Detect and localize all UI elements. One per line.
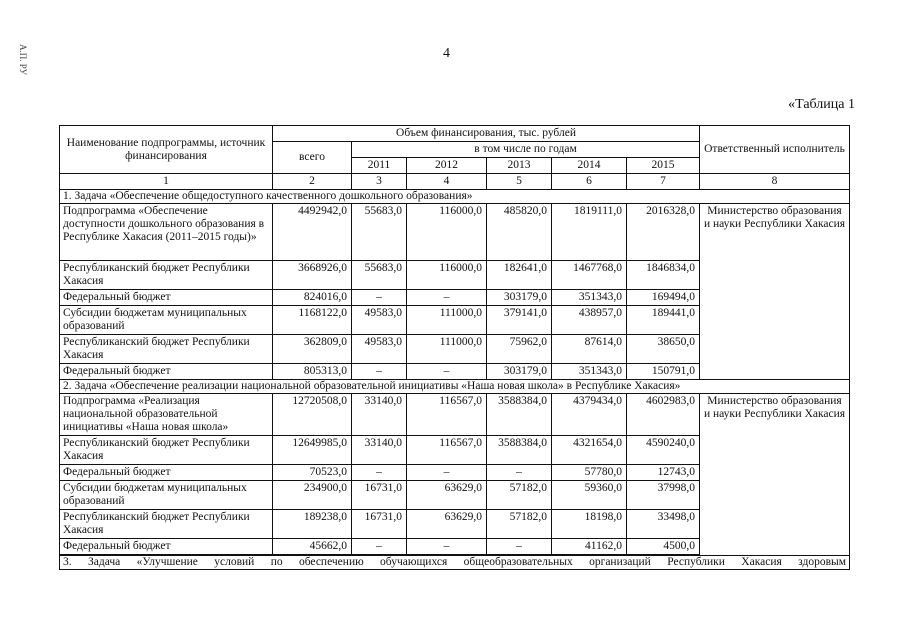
- cell-2015: 12743,0: [627, 465, 700, 481]
- header-volume: Объем финансирования, тыс. рублей: [273, 126, 700, 142]
- col-number: 6: [552, 174, 627, 190]
- cell-2013: 3588384,0: [487, 436, 552, 465]
- cell-2015: 4602983,0: [627, 394, 700, 436]
- cell-2015: 33498,0: [627, 510, 700, 539]
- cell-total: 362809,0: [273, 335, 352, 364]
- row-name: Субсидии бюджетам муниципальных образований: [60, 481, 273, 510]
- cell-2012: 63629,0: [407, 510, 487, 539]
- cell-2011: 49583,0: [352, 306, 407, 335]
- cell-2014: 1819111,0: [552, 204, 627, 261]
- task-heading: 1. Задача «Обеспечение общедоступного качественного дошкольного образования»: [60, 190, 850, 204]
- cell-2011: –: [352, 539, 407, 556]
- table-caption: «Таблица 1: [788, 97, 855, 112]
- cell-2012: –: [407, 539, 487, 556]
- cell-2013: 303179,0: [487, 364, 552, 380]
- cell-2015: 2016328,0: [627, 204, 700, 261]
- cell-total: 1168122,0: [273, 306, 352, 335]
- row-name: Республиканский бюджет Республики Хакасия: [60, 335, 273, 364]
- cell-2014: 4379434,0: [552, 394, 627, 436]
- header-year-2012: 2012: [407, 158, 487, 174]
- cell-2014: 351343,0: [552, 290, 627, 306]
- cell-2011: 49583,0: [352, 335, 407, 364]
- cell-2014: 18198,0: [552, 510, 627, 539]
- cell-2014: 1467768,0: [552, 261, 627, 290]
- cell-2012: 116567,0: [407, 436, 487, 465]
- row-name: Республиканский бюджет Республики Хакасия: [60, 436, 273, 465]
- cell-2012: 116567,0: [407, 394, 487, 436]
- cell-2013: 3588384,0: [487, 394, 552, 436]
- row-name: Республиканский бюджет Республики Хакасия: [60, 261, 273, 290]
- cell-2013: 57182,0: [487, 510, 552, 539]
- cell-total: 234900,0: [273, 481, 352, 510]
- cell-2012: –: [407, 465, 487, 481]
- col-number: 7: [627, 174, 700, 190]
- cell-2014: 87614,0: [552, 335, 627, 364]
- cell-2014: 59360,0: [552, 481, 627, 510]
- row-name: Федеральный бюджет: [60, 364, 273, 380]
- cell-2013: 75962,0: [487, 335, 552, 364]
- cell-2012: 111000,0: [407, 306, 487, 335]
- col-number: 2: [273, 174, 352, 190]
- cell-2011: 55683,0: [352, 204, 407, 261]
- cell-2013: 485820,0: [487, 204, 552, 261]
- responsible-cell: Министерство образования и науки Республики Хакасия: [700, 394, 850, 556]
- cell-2014: 41162,0: [552, 539, 627, 556]
- cell-2011: 33140,0: [352, 394, 407, 436]
- cell-2013: 182641,0: [487, 261, 552, 290]
- cell-2011: 16731,0: [352, 481, 407, 510]
- cell-2014: 351343,0: [552, 364, 627, 380]
- financing-table: [59, 125, 850, 570]
- cell-2012: –: [407, 364, 487, 380]
- cell-2013: –: [487, 539, 552, 556]
- col-number: 1: [60, 174, 273, 190]
- cell-total: 824016,0: [273, 290, 352, 306]
- cell-2015: 4590240,0: [627, 436, 700, 465]
- task-heading: 2. Задача «Обеспечение реализации национальной образовательной инициативы «Наша новая школа» в Республике Хакасия»: [60, 380, 850, 394]
- header-responsible: Ответственный исполнитель: [700, 126, 850, 174]
- col-number: 8: [700, 174, 850, 190]
- cell-2015: 169494,0: [627, 290, 700, 306]
- cell-2015: 37998,0: [627, 481, 700, 510]
- cell-2013: –: [487, 465, 552, 481]
- header-by-year: в том числе по годам: [352, 142, 700, 158]
- cell-2013: 303179,0: [487, 290, 552, 306]
- cell-total: 805313,0: [273, 364, 352, 380]
- cell-2014: 57780,0: [552, 465, 627, 481]
- cell-2011: 16731,0: [352, 510, 407, 539]
- col-number: 4: [407, 174, 487, 190]
- cell-total: 12720508,0: [273, 394, 352, 436]
- cell-2015: 4500,0: [627, 539, 700, 556]
- cell-2013: 379141,0: [487, 306, 552, 335]
- cell-2015: 1846834,0: [627, 261, 700, 290]
- header-year-2011: 2011: [352, 158, 407, 174]
- header-year-2014: 2014: [552, 158, 627, 174]
- cell-2013: 57182,0: [487, 481, 552, 510]
- cell-2012: 63629,0: [407, 481, 487, 510]
- cell-2012: –: [407, 290, 487, 306]
- header-year-2013: 2013: [487, 158, 552, 174]
- row-name: Федеральный бюджет: [60, 290, 273, 306]
- header-year-2015: 2015: [627, 158, 700, 174]
- cell-total: 45662,0: [273, 539, 352, 556]
- responsible-cell: Министерство образования и науки Республики Хакасия: [700, 204, 850, 380]
- cell-2014: 438957,0: [552, 306, 627, 335]
- header-total: всего: [273, 142, 352, 174]
- row-name: Республиканский бюджет Республики Хакасия: [60, 510, 273, 539]
- cell-total: 189238,0: [273, 510, 352, 539]
- cell-total: 3668926,0: [273, 261, 352, 290]
- page-number: 4: [443, 46, 450, 61]
- cell-2011: –: [352, 364, 407, 380]
- row-name: Субсидии бюджетам муниципальных образований: [60, 306, 273, 335]
- cell-2011: 55683,0: [352, 261, 407, 290]
- cell-2012: 111000,0: [407, 335, 487, 364]
- cell-total: 4492942,0: [273, 204, 352, 261]
- cell-2015: 38650,0: [627, 335, 700, 364]
- cell-total: 70523,0: [273, 465, 352, 481]
- row-name: Подпрограмма «Реализация национальной образовательной инициативы «Наша новая школа»: [60, 394, 273, 436]
- col-number: 5: [487, 174, 552, 190]
- cell-2011: 33140,0: [352, 436, 407, 465]
- row-name: Подпрограмма «Обеспечение доступности дошкольного образования в Республике Хакасия (2011–2015 годы)»: [60, 204, 273, 261]
- cell-2012: 116000,0: [407, 204, 487, 261]
- cell-2015: 189441,0: [627, 306, 700, 335]
- task-heading: 3. Задача «Улучшение условий по обеспечению обучающихся общеобразовательных организаций Республики Хакасия здоровым: [60, 555, 850, 570]
- cell-2012: 116000,0: [407, 261, 487, 290]
- col-number: 3: [352, 174, 407, 190]
- side-mark: А.П. РУ: [18, 44, 28, 75]
- cell-2011: –: [352, 290, 407, 306]
- row-name: Федеральный бюджет: [60, 539, 273, 556]
- header-name: Наименование подпрограммы, источник финансирования: [60, 126, 273, 174]
- cell-2011: –: [352, 465, 407, 481]
- cell-2015: 150791,0: [627, 364, 700, 380]
- row-name: Федеральный бюджет: [60, 465, 273, 481]
- cell-total: 12649985,0: [273, 436, 352, 465]
- cell-2014: 4321654,0: [552, 436, 627, 465]
